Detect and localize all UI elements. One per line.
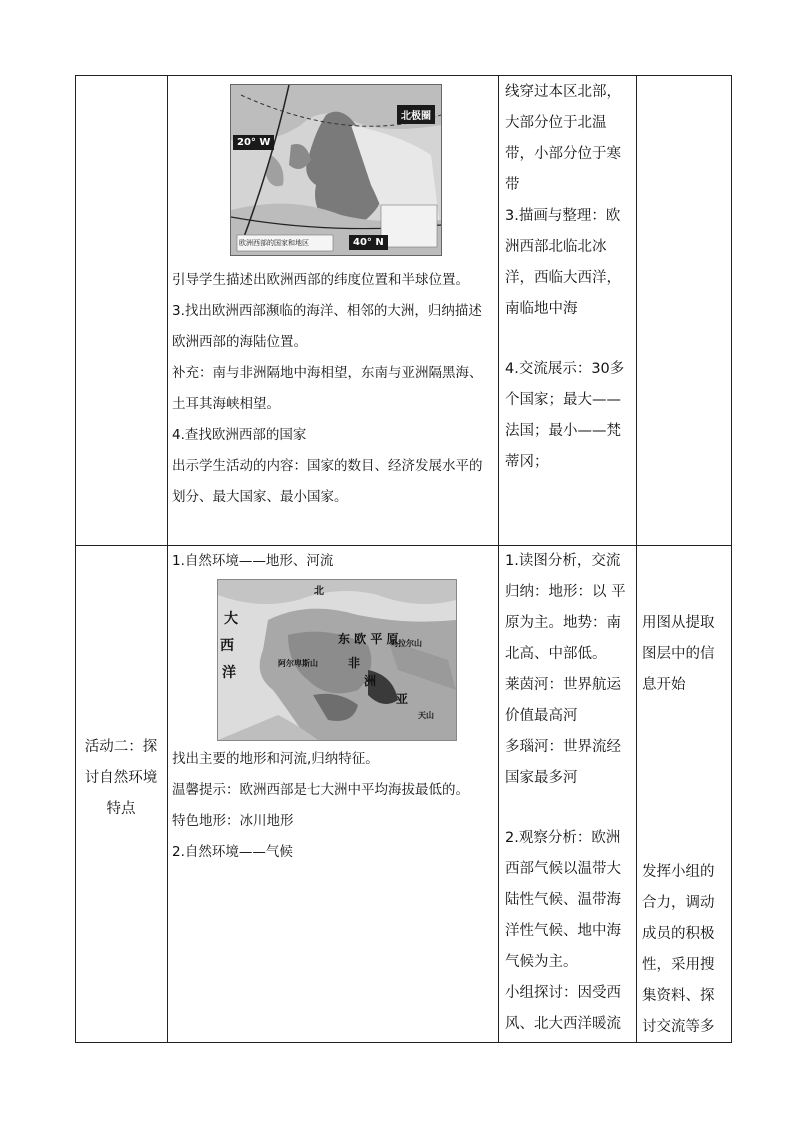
column-divider [636,76,637,1042]
row2-student-activity [505,546,627,1040]
map-label: 非 [348,656,361,670]
content-line: 2.自然环境——气候 [172,844,293,860]
europe-countries-map [230,84,442,256]
activity-line: 3.描画与整理：欧洲西部北临北冰洋，西临大西洋，南临地中海 [505,208,621,317]
activity-line: 2.观察分析：欧洲西部气候以温带大陆性气候、温带海洋性气候、地中海气候为主。 [505,830,621,970]
activity-line: 4.交流展示：30多个国家；最大——法国；最小——梵蒂冈； [505,361,625,470]
map-label: 亚 [396,692,409,706]
activity-line: 莱茵河：世界航运价值最高河 [505,677,621,724]
content-line: 3.找出欧洲西部濒临的海洋、相邻的大洲，归纳描述欧洲西部的海陆位置。 [172,303,482,350]
content-line: 4.查找欧洲西部的国家 [172,427,307,443]
activity-line: 小组探讨：因受西风、北大西洋暖流 [505,985,621,1032]
column-divider [167,76,168,1042]
map-label: 天山 [418,711,434,720]
terrain-rivers-heading: 1.自然环境——地形、河流 [172,553,334,569]
activity-line: 1.读图分析，交流归纳：地形：以 平原为主。地势：南北高、中部低。 [505,553,626,662]
spacer [505,794,627,823]
content-line: 找出主要的地形和河流,归纳特征。 [172,751,379,767]
arctic-circle-label: 北极圈 [397,105,435,124]
map-caption: 欧洲西部的国家和地区 [239,239,309,247]
activity-two-title: 活动二：探讨自然环境特点 [84,739,158,817]
map-label: 西 [220,638,234,654]
row2-teaching-content [172,744,490,868]
map-label: 阿尔卑斯山 [278,659,318,668]
design-intent-1: 用图从提取图层中的信息开始 [642,615,715,693]
map-label: 北 [314,586,324,597]
spacer [505,325,627,354]
activity-line: 多瑙河：世界流经国家最多河 [505,739,621,786]
content-line: 出示学生活动的内容：国家的数目、经济发展水平的划分、最大国家、最小国家。 [172,458,483,505]
content-line: 引导学生描述出欧洲西部的纬度位置和半球位置。 [172,272,469,288]
map-label: 大 [224,611,238,627]
map-label: 东 欧 平 原 [338,632,399,646]
row1-student-activity [505,77,627,478]
parallel-label: 40° N [349,235,388,250]
europe-terrain-map [217,579,457,741]
activity-line: 线穿过本区北部，大部分位于北温带，小部分位于寒带 [505,84,621,193]
content-line: 补充：南与非洲隔地中海相望，东南与亚洲隔黑海、土耳其海峡相望。 [172,365,483,412]
column-divider [498,76,499,1042]
content-line: 特色地形：冰川地形 [172,813,294,829]
map-label: 洲 [364,674,377,688]
content-line: 温馨提示：欧洲西部是七大洲中平均海拔最低的。 [172,782,469,798]
design-intent-2: 发挥小组的合力，调动成员的积极性，采用搜集资料、探讨交流等多 [642,864,715,1035]
map-label: 洋 [222,665,236,681]
meridian-label: 20° W [233,135,274,150]
map-label: 乌拉尔山 [390,639,422,648]
row1-teaching-content [172,265,490,513]
